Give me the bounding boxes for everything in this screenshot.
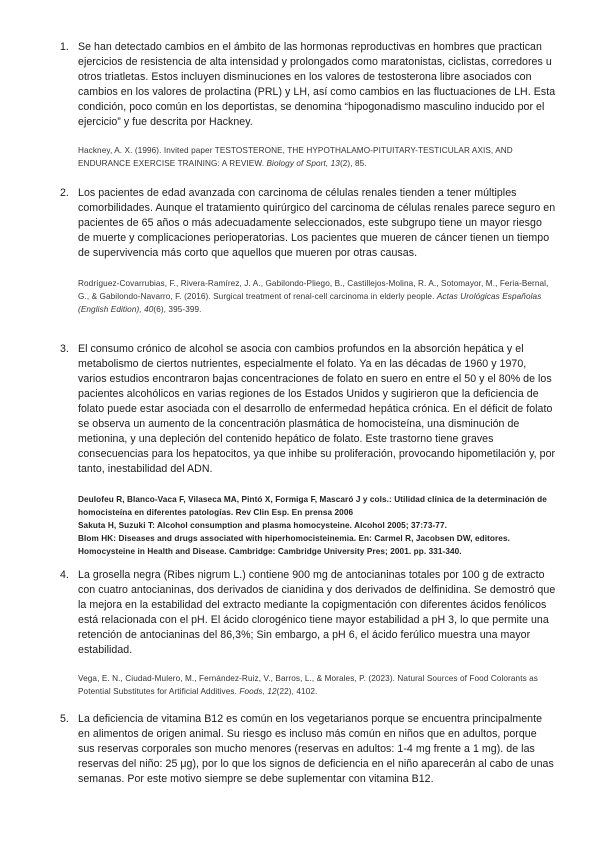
list-item [60,568,556,658]
item-number: 4. [60,569,69,581]
item-number: 5. [60,713,69,725]
item-text: La grosella negra (Ribes nigrum L.) contiene 900 mg de antocianinas totales por 100 g de extracto con cuatro antocianinas, dos derivados de cianidina y dos derivados de delfinidina. Se demostró que la mejora en la estabilidad del extracto mediante la copigmentación con diferentes ácidos fenólicos está relacionada con el pH. El ácido clorogénico tiene mayor estabilidad a pH 3, lo que permite una retención de antocianinas del 86,3%; Sin embargo, a pH 6, el ácido ferúlico muestra una mayor estabilidad. [78,569,556,656]
list-item [60,186,556,261]
item-number: 1. [60,41,69,53]
reference-line: Sakuta H, Suzuki T: Alcohol consumption and plasma homocysteine. Alcohol 2005; 37:73-77. [78,521,447,530]
reference-issue-pages: (2), 85. [339,159,367,168]
reference-authors-title: Rodríguez-Covarrubias, F., Rivera-Ramírez, J. A., Gabilondo-Pliego, B., Castillejos-Molina, R. A., Sotomayor, M., Feria-Bernal, G., & Gabilondo-Navarro, F. (2016). Surgical treatment of renal-cell carcinoma in elderly people. [78,279,549,301]
reference-issue-pages: (22), 4102. [276,687,318,696]
item-text: La deficiencia de vitamina B12 es común en los vegetarianos porque se encuentra principalmente en alimentos de origen animal. Su riesgo es incluso más común en niños que en adultos, porque sus reservas corporales son mucho menores (reservas en adultos: 1-4 mg frente a 1 mg). de las reservas del niño: 25 μg), por lo que los signos de deficiencia en el niño aparecerán al cabo de unas semanas. Por este motivo siempre se debe suplementar con vitamina B12. [78,713,554,785]
list-item [60,40,556,130]
reference-text [78,277,556,316]
list-item [60,342,556,477]
reference-journal: Actas Urológicas Españolas (English Edition), 40 [78,292,542,314]
reference [60,144,556,170]
reference-line: Blom HK: Diseases and drugs associated with hiperhomocisteinemia. En: Carmel R, Jacobsen DW, editores. Homocysteine in Health and Disease. Cambridge: Cambridge University Pres; 2001. pp. 331-340. [78,534,510,556]
reference [60,493,556,558]
reference-issue-pages: (6), 395-399. [153,305,202,314]
item-number: 3. [60,343,69,355]
item-text: Los pacientes de edad avanzada con carcinoma de células renales tienden a tener múltiples comorbilidades. Aunque el tratamiento quirúrgico del carcinoma de células renales parece seguro en pacientes de 65 años o más adecuadamente seleccionados, este subgrupo tiene un mayor riesgo de muerte y complicaciones perioperatorias. Los pacientes que mueren de cáncer tienen un tiempo de supervivencia más corto que aquellos que mueren por otras causas. [78,187,556,259]
list-item [60,712,556,787]
item-number: 2. [60,187,69,199]
reference-journal: Biology of Sport, 13 [266,159,340,168]
reference-authors-title: Hackney, A. X. (1996). Invited paper TESTOSTERONE, THE HYPOTHALAMO-PITUITARY-TESTICULAR AXIS, AND ENDURANCE EXERCISE TRAINING: A REVIEW. [78,146,513,168]
reference-text [78,672,556,698]
item-text: El consumo crónico de alcohol se asocia con cambios profundos en la absorción hepática y el metabolismo de ciertos nutrientes, especialmente el folato. Ya en las décadas de 1960 y 1970, varios estudios encontraron bajas concentraciones de folato en suero en entre el 50 y el 80% de los pacientes alcohólicos en varias regiones de los Estados Unidos y sugirieron que la deficiencia de folato puede estar asociada con el desarrollo de enfermedad hepática crónica. En el déficit de folato se observa un aumento de la concentración plasmática de homocisteína, una disminución de metionina, y una depleción del contenido hepático de folato. Este trastorno tiene graves consecuencias para los hepatocitos, ya que inhibe su proliferación, provocando hipometilación y, por tanto, inestabilidad del ADN. [78,343,556,475]
reference [60,672,556,698]
reference-text [78,493,556,558]
reference-authors-title: Vega, E. N., Ciudad-Mulero, M., Fernández-Ruiz, V., Barros, L., & Morales, P. (2023). Natural Sources of Food Colorants as Potential Substitutes for Artificial Additives. [78,674,538,696]
reference-line: Deulofeu R, Blanco-Vaca F, Vilaseca MA, Pintó X, Formiga F, Mascaró J y cols.: Utilidad clínica de la determinación de homocisteína en diferentes patologías. Rev Clin Esp. En prensa 2006 [78,495,547,517]
reference-journal: Foods, 12 [239,687,277,696]
item-text: Se han detectado cambios en el ámbito de las hormonas reproductivas en hombres que practican ejercicios de resistencia de alta intensidad y prolongados como maratonistas, ciclistas, corredores u otros triatletas. Estos incluyen disminuciones en los valores de testosterona libre asociados con cambios en los valores de prolactina (PRL) y LH, así como cambios en las fluctuaciones de LH. Esta condición, poco común en los deportistas, se denomina “hipogonadismo masculino inducido por el ejercicio” y fue descrita por Hackney. [78,41,556,128]
reference [60,277,556,316]
reference-text [78,144,556,170]
